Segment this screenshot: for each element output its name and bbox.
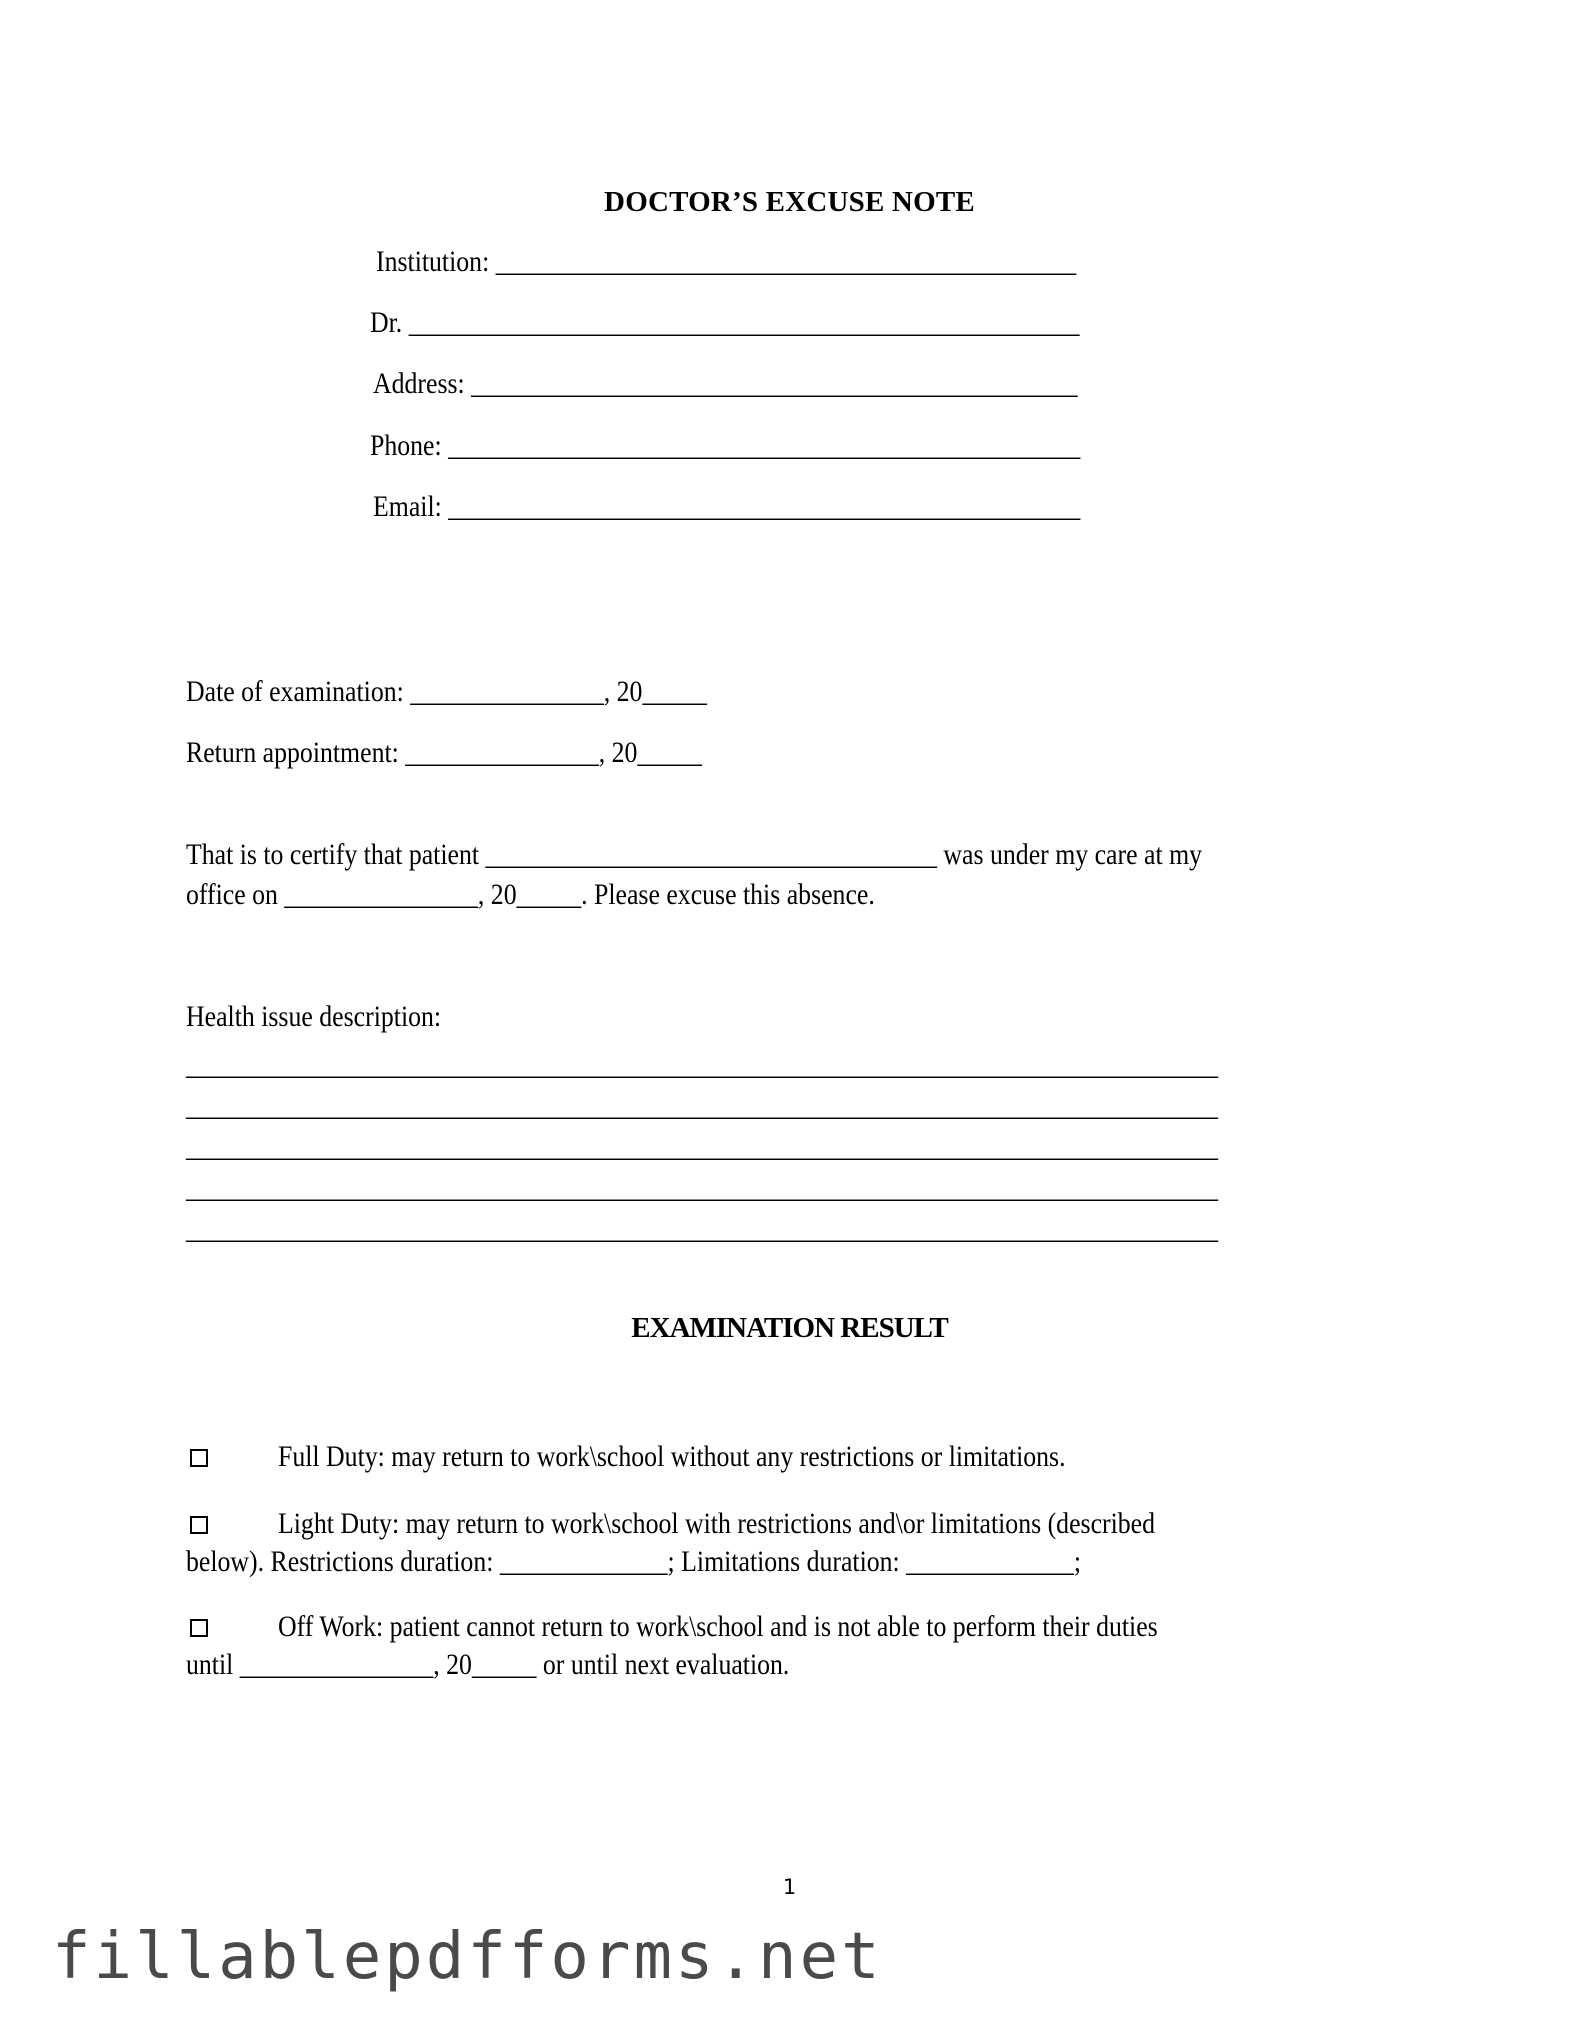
institution-field: Institution: _____________________________________________ bbox=[376, 245, 1077, 278]
health-issue-line: ________________________________________________________________________________ bbox=[186, 1048, 1218, 1081]
address-field: Address: _______________________________________________ bbox=[373, 367, 1078, 400]
document-title: DOCTOR’S EXCUSE NOTE bbox=[604, 186, 975, 218]
certify-line-2: office on _______________, 20_____. Please excuse this absence. bbox=[186, 878, 875, 911]
email-field: Email: _________________________________________________ bbox=[373, 490, 1081, 523]
page-number: 1 bbox=[782, 1875, 797, 1899]
phone-field: Phone: _________________________________________________ bbox=[370, 429, 1081, 462]
section-title: EXAMINATION RESULT bbox=[631, 1312, 948, 1344]
full-duty-label: Full Duty: may return to work\school without any restrictions or limitations. bbox=[278, 1440, 1066, 1473]
health-issue-line: ________________________________________________________________________________ bbox=[186, 1089, 1218, 1122]
off-work-label-1: Off Work: patient cannot return to work\school and is not able to perform their duties bbox=[278, 1610, 1158, 1643]
off-work-checkbox[interactable] bbox=[190, 1619, 208, 1637]
off-work-label-2: until _______________, 20_____ or until next evaluation. bbox=[186, 1648, 790, 1681]
health-issue-label: Health issue description: bbox=[186, 1000, 442, 1033]
light-duty-label-1: Light Duty: may return to work\school with restrictions and\or limitations (described bbox=[278, 1507, 1156, 1540]
light-duty-checkbox[interactable] bbox=[190, 1516, 208, 1534]
certify-line-1: That is to certify that patient ___________________________________ was under my care at my bbox=[186, 838, 1203, 871]
light-duty-label-2: below). Restrictions duration: _____________; Limitations duration: _____________; bbox=[186, 1545, 1082, 1578]
full-duty-checkbox[interactable] bbox=[190, 1449, 208, 1467]
return-appointment: Return appointment: _______________, 20_____ bbox=[186, 736, 702, 769]
health-issue-line: ________________________________________________________________________________ bbox=[186, 1212, 1218, 1245]
watermark: fillablepdfforms.net bbox=[52, 1920, 883, 1994]
health-issue-line: ________________________________________________________________________________ bbox=[186, 1171, 1218, 1204]
date-of-examination: Date of examination: _______________, 20_____ bbox=[186, 675, 707, 708]
doctor-field: Dr. ____________________________________________________ bbox=[370, 306, 1080, 339]
health-issue-line: ________________________________________________________________________________ bbox=[186, 1130, 1218, 1163]
